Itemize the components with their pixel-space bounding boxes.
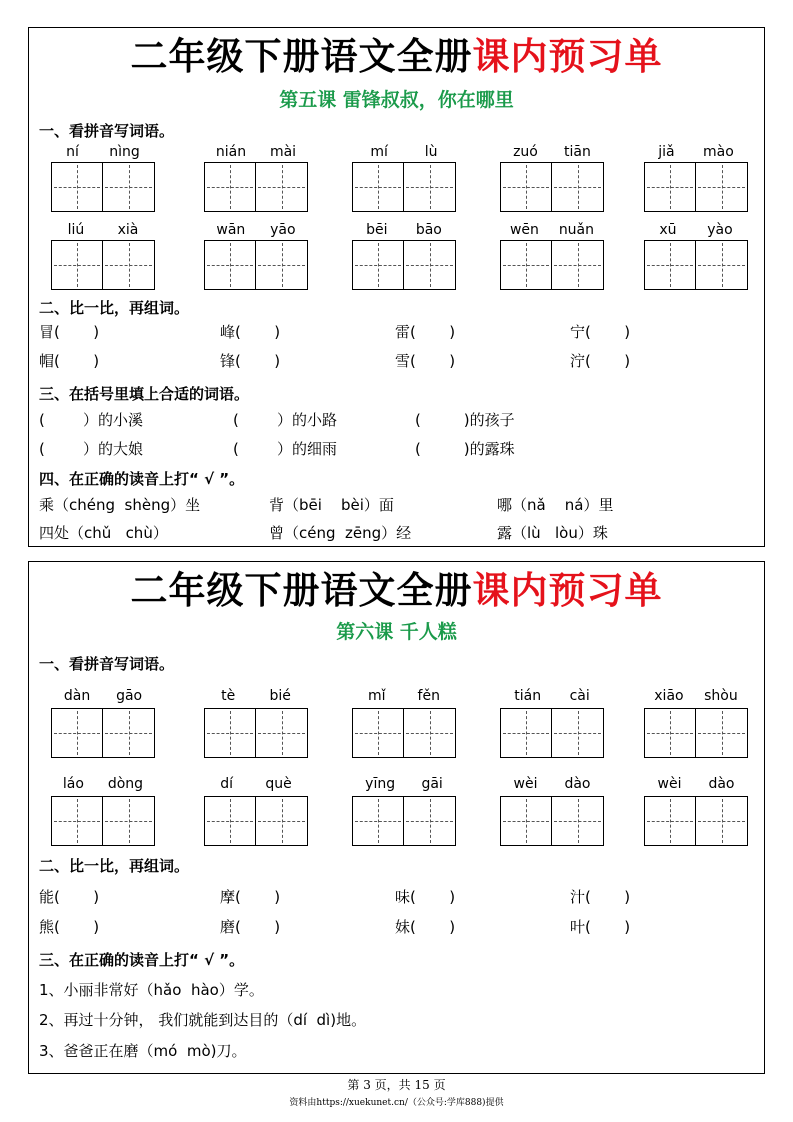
compare-item[interactable]: 冒( ) [39,323,100,341]
pinyin-label: dí què [220,776,292,792]
lesson-title: 第五课 雷锋叔叔，你在哪里 [279,89,514,111]
writing-grid[interactable] [352,240,456,290]
compare-item[interactable]: 帽( ) [39,352,100,370]
pinyin-label: ní nìng [66,144,140,160]
compare-item[interactable]: 峰( ) [220,323,281,341]
compare-item[interactable]: 泞( ) [570,352,631,370]
writing-grid[interactable] [644,240,748,290]
section-heading-reading: 三、在正确的读音上打“ √ ”。 [39,951,245,969]
pinyin-label: wēn nuǎn [509,222,595,238]
writing-grid[interactable] [51,162,155,212]
writing-grid[interactable] [500,796,604,846]
compare-item[interactable]: 叶( ) [570,918,631,936]
section-heading-fill: 三、在括号里填上合适的词语。 [39,385,250,403]
reading-item[interactable]: 背（bēi bèi）面 [269,496,394,514]
source-credit: 资料由https://xuekunet.cn/（公众号:学库888)提供 [289,1098,504,1108]
section-heading-pinyin: 一、看拼音写词语。 [39,122,175,140]
writing-grid[interactable] [51,796,155,846]
writing-grid[interactable] [500,240,604,290]
pinyin-label: dàn gāo [63,688,143,704]
fill-item[interactable]: ( ）的细雨 [233,440,337,458]
reading-item[interactable]: 四处（chǔ chù） [39,524,168,542]
writing-grid[interactable] [352,796,456,846]
writing-grid[interactable] [51,708,155,758]
compare-item[interactable]: 锋( ) [220,352,281,370]
compare-item[interactable]: 能( ) [39,888,100,906]
reading-item[interactable]: 曾（céng zēng）经 [269,524,412,542]
fill-item[interactable]: ( ）的大娘 [39,440,143,458]
compare-item[interactable]: 熊( ) [39,918,100,936]
pinyin-label: wān yāo [216,222,296,238]
writing-grid[interactable] [204,796,308,846]
writing-grid[interactable] [644,162,748,212]
section-heading-compare: 二、比一比，再组词。 [39,299,190,317]
writing-grid[interactable] [51,240,155,290]
writing-grid[interactable] [500,708,604,758]
pinyin-label: liú xià [67,222,139,238]
pinyin-label: wèi dào [513,776,591,792]
compare-item[interactable]: 汁( ) [570,888,631,906]
reading-item[interactable]: 露（lù lòu）珠 [497,524,608,542]
section-heading-reading: 四、在正确的读音上打“ √ ”。 [39,470,245,488]
compare-item[interactable]: 雪( ) [395,352,456,370]
writing-grid[interactable] [204,240,308,290]
compare-item[interactable]: 雷( ) [395,323,456,341]
writing-grid[interactable] [204,162,308,212]
worksheet-card-lesson5 [28,27,765,547]
fill-item[interactable]: ( ）的小溪 [39,411,143,429]
fill-item[interactable]: ( )的露珠 [415,440,515,458]
worksheet-card-lesson6 [28,561,765,1074]
reading-item[interactable]: 哪（nǎ ná）里 [497,496,614,514]
pinyin-label: bēi bāo [366,222,442,238]
writing-grid[interactable] [644,708,748,758]
worksheet-title: 二年级下册语文全册课内预习单 [130,568,663,612]
pinyin-label: mǐ fěn [368,688,440,704]
writing-grid[interactable] [352,708,456,758]
pinyin-label: jiǎ mào [658,144,734,160]
writing-grid[interactable] [500,162,604,212]
reading-item[interactable]: 乘（chéng shèng）坐 [39,496,201,514]
writing-grid[interactable] [352,162,456,212]
reading-question[interactable]: 3、爸爸正在磨（mó mò)刀。 [39,1042,247,1060]
compare-item[interactable]: 味( ) [395,888,456,906]
writing-grid[interactable] [204,708,308,758]
page-number: 第 3 页，共 15 页 [347,1078,446,1092]
pinyin-label: láo dòng [62,776,144,792]
compare-item[interactable]: 妹( ) [395,918,456,936]
pinyin-label: tián cài [514,688,590,704]
section-heading-pinyin: 一、看拼音写词语。 [39,655,175,673]
fill-item[interactable]: ( ）的小路 [233,411,337,429]
pinyin-label: xiāo shòu [654,688,738,704]
compare-item[interactable]: 磨( ) [220,918,281,936]
compare-item[interactable]: 摩( ) [220,888,281,906]
compare-item[interactable]: 宁( ) [570,323,631,341]
pinyin-label: nián mài [215,144,297,160]
worksheet-title: 二年级下册语文全册课内预习单 [130,34,663,78]
writing-grid[interactable] [644,796,748,846]
pinyin-label: zuó tiān [513,144,591,160]
pinyin-label: tè bié [221,688,291,704]
pinyin-label: xū yào [659,222,733,238]
section-heading-compare: 二、比一比，再组词。 [39,857,190,875]
pinyin-label: yīng gāi [365,776,443,792]
reading-question[interactable]: 2、再过十分钟， 我们就能到达目的（dí dì)地。 [39,1011,367,1029]
lesson-title: 第六课 千人糕 [336,621,457,643]
reading-question[interactable]: 1、小丽非常好（hǎo hào）学。 [39,981,264,999]
pinyin-label: wèi dào [657,776,735,792]
fill-item[interactable]: ( )的孩子 [415,411,515,429]
pinyin-label: mí lù [370,144,438,160]
